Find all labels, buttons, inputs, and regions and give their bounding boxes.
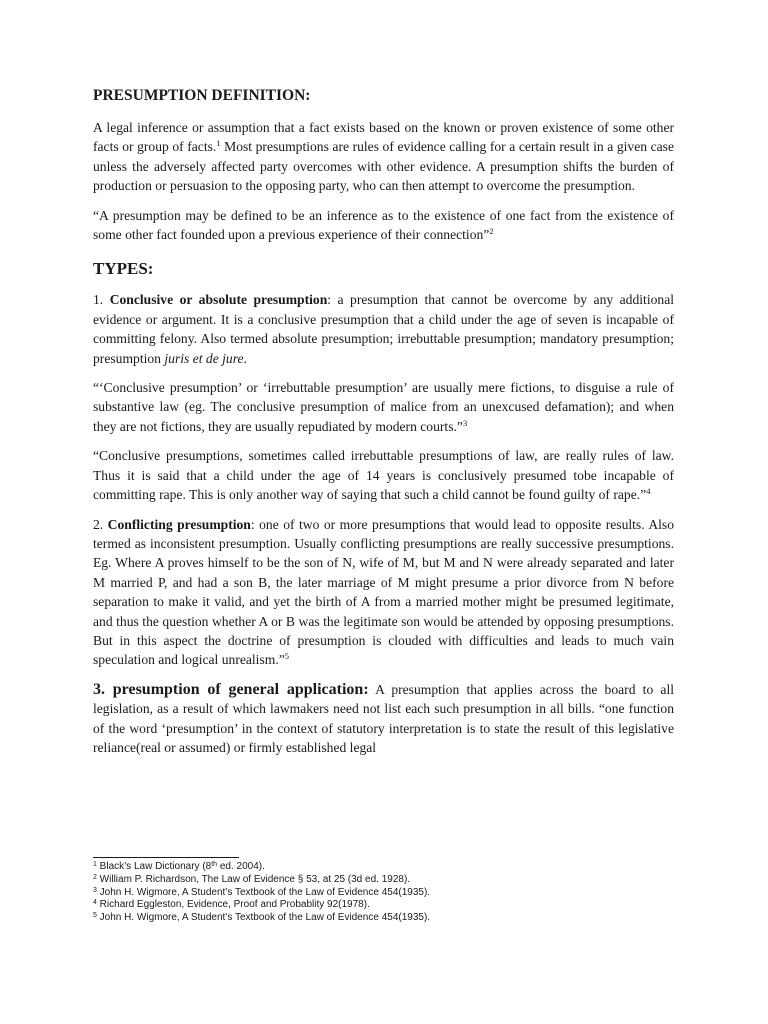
footnote-ref-3[interactable]: 3 — [462, 417, 468, 428]
footnote-1-text: Black’s Law Dictionary (8 — [96, 861, 212, 872]
type3-paragraph — [93, 680, 674, 758]
footnote-1-tail: ed. 2004). — [217, 861, 265, 872]
type1-quote-2 — [93, 446, 674, 504]
type1-quote-2-text: “Conclusive presumptions, sometimes called irrebuttable presumptions of law, are really rules of law. Thus it is said that a child under the age of 14 years is conclusively presumed tobe incapable of committing rape. This is only another way of saying that such a child cannot be found guilty of rape.” — [93, 448, 674, 503]
type1-quote-1 — [93, 378, 674, 436]
type2-title: Conflicting presumption — [107, 516, 251, 532]
type1-italic: juris et de jure — [164, 350, 244, 366]
footnote-5 — [93, 912, 653, 925]
footnote-ref-1[interactable]: 1 — [216, 138, 221, 149]
footnote-2 — [93, 874, 653, 887]
type1-title: Conclusive or absolute presumption — [109, 292, 328, 308]
type1-text: : a presumption that cannot be overcome by any additional evidence or argument. It is a conclusive presumption that a child under the age of seven is incapable of committing felony. Also termed absolute presumption; irrebuttable presumption; mandatory presumption; presumption — [93, 292, 675, 366]
definition-text-1: A legal inference or assumption that a fact exists based on the known or proven existence of some other facts or group of facts. — [93, 120, 674, 155]
footnote-4 — [93, 899, 653, 912]
footnote-2-number: 2 — [93, 873, 97, 881]
type1-quote-1-text: “‘Conclusive presumption’ or ‘irrebuttable presumption’ are usually mere fictions, to disguise a rule of substantive law (eg. The conclusive presumption of malice from an unexcused defamation); and when they are not fictions, they are usually repudiated by modern courts.” — [93, 380, 674, 434]
footnote-1-sup: th — [211, 861, 218, 868]
footnote-3 — [93, 887, 653, 900]
definition-text-2: Most presumptions are rules of evidence calling for a certain result in a given case unless the adversely affected party overcomes with other evidence. A presumption shifts the burden of production or persuasion to the opposing party, who can then attempt to overcome the presumption. — [93, 139, 674, 194]
quote-paragraph — [93, 206, 674, 245]
footnote-5-text: John H. Wigmore, A Student’s Textbook of the Law of Evidence 454(1935). — [96, 912, 431, 924]
footnote-5-number: 5 — [93, 912, 97, 920]
type1-number: 1. — [93, 292, 110, 308]
footnote-ref-4[interactable]: 4 — [646, 486, 651, 497]
footnote-4-text: Richard Eggleston, Evidence, Proof and Probablity 92(1978). — [96, 899, 370, 911]
type2-number: 2. — [93, 516, 108, 532]
type3-title: 3. presumption of general application: — [93, 680, 369, 698]
footnote-ref-5[interactable]: 5 — [284, 651, 290, 662]
footnote-3-text: John H. Wigmore, A Student’s Textbook of the Law of Evidence 454(1935). — [96, 886, 431, 898]
footnotes — [93, 857, 653, 925]
type2-paragraph — [93, 515, 674, 670]
type1-paragraph — [93, 290, 674, 368]
document-body — [93, 86, 674, 767]
footnote-2-text: William P. Richardson, The Law of Evidence § 53, at 25 (3d ed. 1928). — [96, 873, 411, 885]
definition-paragraph — [93, 118, 674, 196]
type3-text: A presumption that applies across the board to all legislation, as a result of which lawmakers need not list each such presumption in all bills. “one function of the word ‘presumption’ in the context of statutory interpretation is to state the result of this legislative reliance(real or assumed) or firmly established legal — [93, 681, 674, 755]
heading-presumption-definition: PRESUMPTION DEFINITION: — [93, 87, 311, 104]
type2-text: : one of two or more presumptions that would lead to opposite results. Also termed as inconsistent presumption. Usually conflicting presumptions are really successive presumptions. Eg. Where A proves himself to be the son of N, wife of M, but M and N were already separated and later M married P, and had a son B, the later marriage of M might presume a prior divorce from N before separation to make it valid, and yet the birth of A from a married mother might be presumed legitimate, and thus the question whether A or B was the legitimate son would be attended by opposing presumptions. But in this aspect the doctrine of presumption is clouded with difficulties and leads to much vain speculation and logical unrealism.” — [93, 516, 675, 668]
footnote-3-number: 3 — [93, 886, 97, 894]
footnote-4-number: 4 — [93, 899, 97, 907]
type1-end: . — [243, 350, 247, 366]
footnote-ref-2[interactable]: 2 — [489, 226, 494, 237]
heading-types: TYPES: — [93, 259, 154, 279]
footnote-1-number: 1 — [93, 861, 97, 868]
footnote-separator — [93, 857, 239, 858]
quote-text: “A presumption may be defined to be an inference as to the existence of one fact from the existence of some other fact founded upon a previous experience of their connection” — [93, 207, 674, 243]
footnote-1 — [93, 861, 653, 874]
